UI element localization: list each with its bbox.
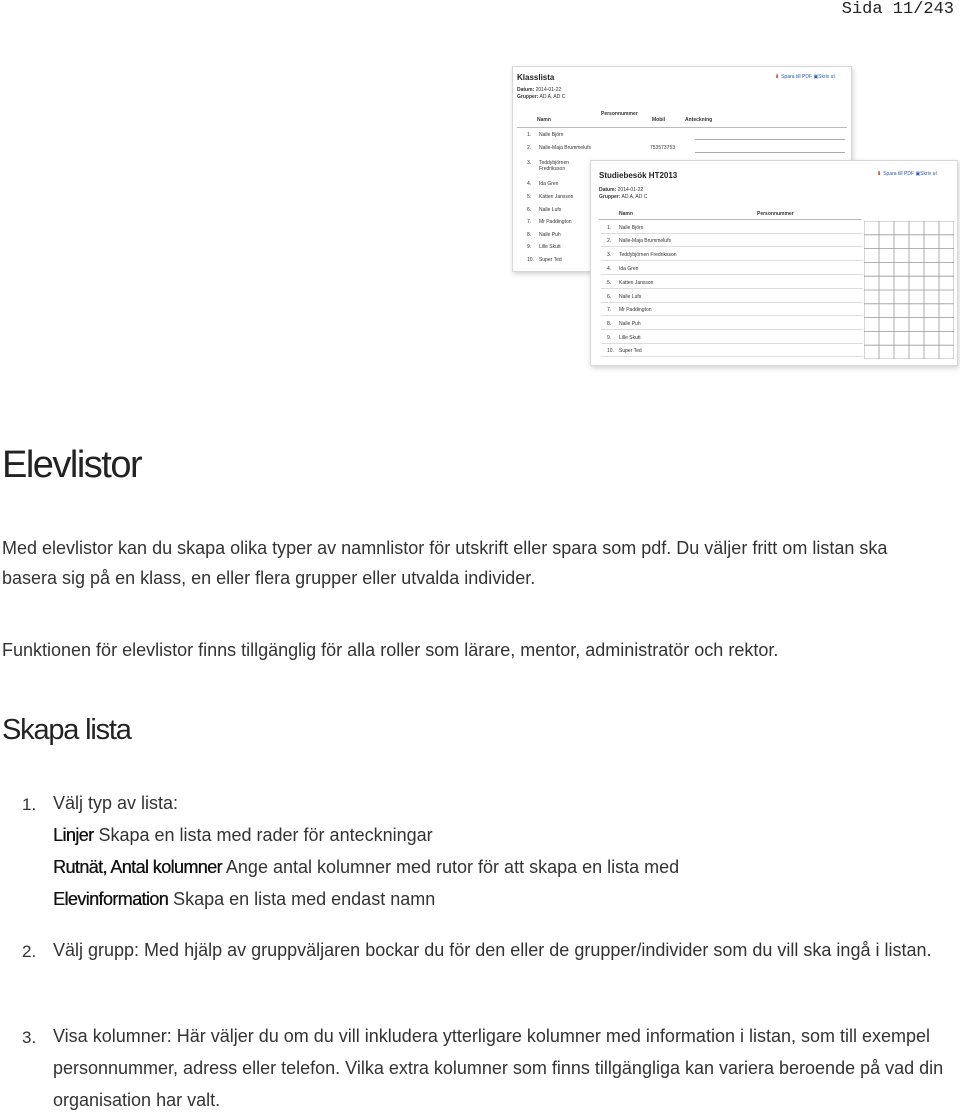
pdf-icon: ⬇: [775, 74, 780, 80]
intro-paragraph: Med elevlistor kan du skapa olika typer av namnlistor för utskrift eller spara som pdf. Du väljer fritt om listan ska basera sig på en klass, en eller flera grupper eller utvalda individer.: [2, 538, 888, 588]
table-row: 5. Katten Jansson: [527, 194, 574, 200]
page-title: Elevlistor: [2, 444, 142, 486]
note-line: [695, 139, 845, 140]
save-pdf-link: Spara till PDF: [883, 171, 915, 177]
pdf-icon: ⬇: [877, 171, 882, 177]
table-row: 7. Mr Paddington: [527, 219, 572, 225]
row-divider: [601, 274, 863, 275]
table-row: 1. Nalle Björn: [607, 225, 644, 231]
table-row: 1. Nalle Björn: [527, 132, 564, 138]
section-heading: Skapa lista: [2, 714, 131, 746]
column-header: Namn: [619, 211, 633, 217]
table-row: 5. Katten Jansson: [607, 280, 654, 286]
row-divider: [601, 315, 863, 316]
row-divider: [601, 246, 863, 247]
sheet-meta: Datum: 2014-01-22 Grupper: AD A, AD C: [599, 187, 648, 200]
table-row: 2. Nalle-Maja Brummelufs: [607, 238, 671, 244]
table-row: 9. Lille Skutt: [527, 244, 561, 250]
print-icon: ▣: [915, 171, 921, 177]
sheet-meta: Datum: 2014-01-22 Grupper: AD A, AD C: [517, 87, 566, 100]
table-row: 10. Super Ted: [527, 257, 562, 263]
table-row: 4. Ida Gren: [527, 181, 559, 187]
print-link: Skriv ut: [818, 74, 835, 80]
print-link: Skriv ut: [920, 171, 937, 177]
grid-cells: [864, 221, 954, 359]
step-3: Visa kolumner: Här väljer du om du vill inkludera ytterligare kolumner med information i listan, som till exempel personnummer, adress eller telefon. Vilka extra kolumner som finns tillgängliga kan variera beroende på vad din organisation har valt.: [53, 1026, 944, 1110]
row-divider: [601, 356, 863, 357]
divider: [517, 127, 847, 128]
print-icon: ▣: [813, 74, 819, 80]
table-row: 7. Mr Paddington: [607, 307, 652, 313]
note-line: [695, 152, 845, 153]
step-number: 3.: [22, 1028, 37, 1047]
table-row: 2. Nalle-Maja Brummelufs: [527, 145, 591, 151]
divider: [599, 219, 861, 220]
row-divider: [601, 343, 863, 344]
row-divider: [601, 260, 863, 261]
save-pdf-link: Spara till PDF: [781, 74, 813, 80]
step-number: 2.: [22, 942, 37, 961]
table-row: 10. Super Ted: [607, 348, 642, 354]
option-rutnat: Rutnät, Antal kolumner Ange antal kolumner med rutor för att skapa en lista med: [53, 857, 680, 877]
column-header: Personnummer: [757, 211, 794, 217]
phone-cell: 753573753: [650, 145, 676, 151]
row-divider: [601, 233, 863, 234]
studiebesok-screenshot: [590, 160, 958, 366]
step-text: Välj typ av lista:: [53, 793, 179, 813]
sheet-actions: [877, 171, 937, 177]
option-elevinformation: Elevinformation Skapa en lista med endast namn: [53, 889, 436, 909]
sheet-actions: [775, 74, 835, 80]
table-row: 6. Nalle Lufs: [607, 294, 642, 300]
table-row: 8. Nalle Puh: [607, 321, 641, 327]
table-row: 3. Teddybjörnen Fredriksson: [607, 252, 677, 258]
step-1: [53, 787, 948, 915]
sheet-title: Klasslista: [517, 73, 555, 82]
column-header: Anteckning: [685, 117, 713, 123]
table-row: 9. Lille Skutt: [607, 335, 641, 341]
column-header: Mobil: [652, 117, 666, 123]
row-divider: [601, 288, 863, 289]
page-number: Sida 11/243: [841, 0, 954, 19]
option-linjer: Linjer Skapa en lista med rader för anteckningar: [53, 825, 433, 845]
table-row: 3. Teddybjörnen Fredriksson: [527, 160, 570, 172]
table-row: 8. Nalle Puh: [527, 232, 561, 238]
step-2: Välj grupp: Med hjälp av gruppväljaren bockar du för den eller de grupper/individer som du vill ska ingå i listan.: [53, 940, 932, 960]
column-header: Namn: [537, 117, 551, 123]
table-row: 6. Nalle Lufs: [527, 207, 562, 213]
row-divider: [601, 329, 863, 330]
step-number: 1.: [22, 795, 37, 814]
sheet-title: Studiebesök HT2013: [599, 171, 678, 180]
roles-paragraph: Funktionen för elevlistor finns tillgänglig för alla roller som lärare, mentor, administratör och rektor.: [2, 640, 779, 660]
column-header: Personnummer: [601, 111, 638, 117]
table-row: 4. Ida Gren: [607, 266, 639, 272]
row-divider: [601, 302, 863, 303]
